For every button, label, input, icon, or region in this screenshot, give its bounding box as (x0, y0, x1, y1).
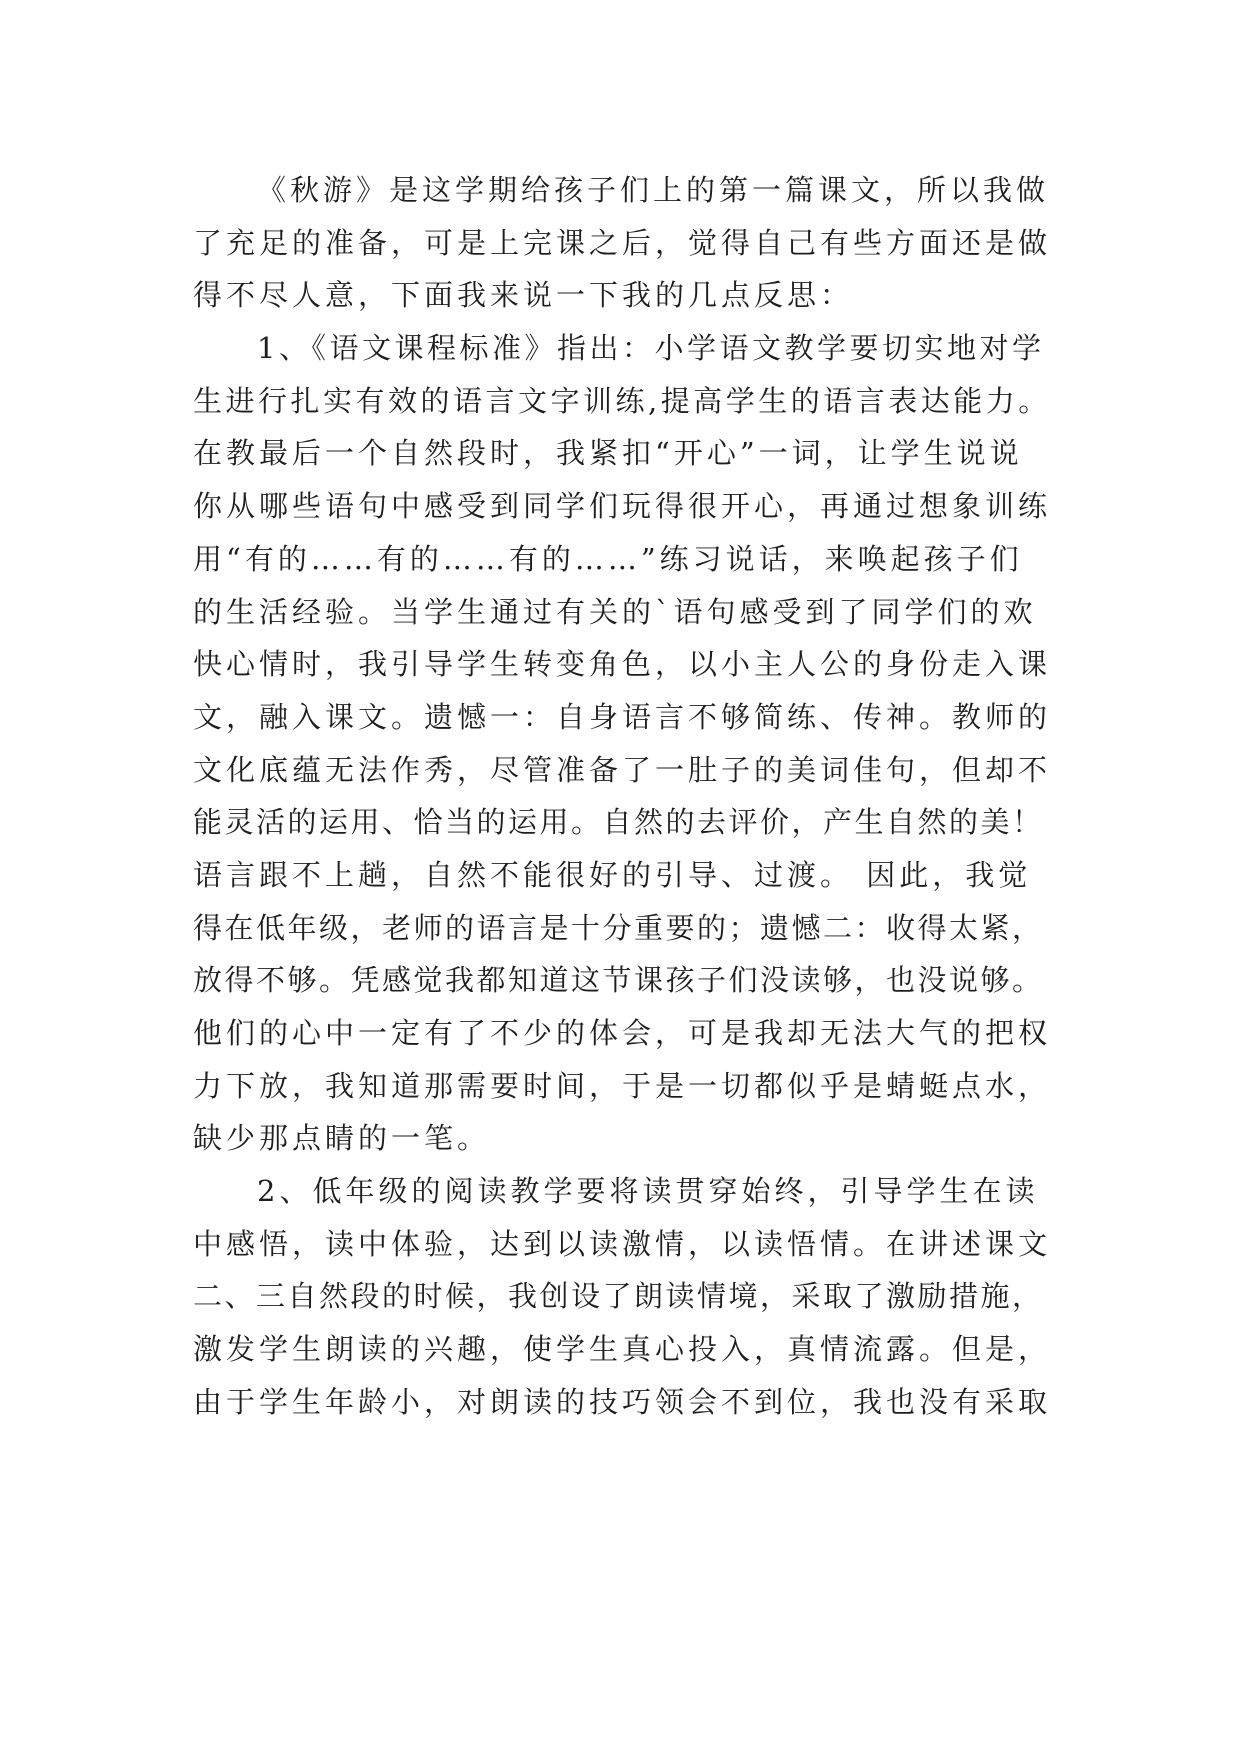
text-line: 放得不够。凭感觉我都知道这节课孩子们没读够，也没说够。 (193, 963, 1044, 998)
text-line: 用“有的……有的……有的……”练习说话，来唤起孩子们 (193, 541, 1023, 576)
text-line: 他们的心中一定有了不少的体会，可是我却无法大气的把权 (193, 1016, 1052, 1050)
text-line: 《秋游》是这学期给孩子们上的第一篇课文，所以我做 (257, 173, 1050, 207)
text-line: 中感悟，读中体验，达到以读激情，以读悟情。在讲述课文 (193, 1226, 1052, 1261)
text-line: 激发学生朗读的兴趣，使学生真心投入，真情流露。但是， (193, 1332, 1052, 1367)
document-body (193, 164, 1053, 1429)
text-line: 语言跟不上趟，自然不能很好的引导、过渡。 因此，我觉 (193, 857, 1032, 892)
text-line: 2、低年级的阅读教学要将读贯穿始终，引导学生在读 (257, 1174, 1039, 1209)
text-line: 文，融入课文。遗憾一：自身语言不够简练、传神。教师的 (193, 699, 1052, 734)
text-line: 得不尽人意，下面我来说一下我的几点反思： (193, 278, 854, 313)
text-line: 的生活经验。当学生通过有关的`语句感受到了同学们的欢 (193, 594, 1037, 629)
text-line: 在教最后一个自然段时，我紧扣“开心”一词，让学生说说 (193, 436, 1023, 471)
text-line: 了充足的准备，可是上完课之后，觉得自己有些方面还是做 (193, 225, 1052, 260)
text-line: 快心情时，我引导学生转变角色，以小主人公的身份走入课 (193, 647, 1052, 682)
text-line: 你从哪些语句中感受到同学们玩得很开心，再通过想象训练 (193, 489, 1052, 524)
text-line: 二、三自然段的时候，我创设了朗读情境，采取了激励措施， (193, 1279, 1044, 1314)
text-line: 得在低年级，老师的语言是十分重要的；遗憾二：收得太紧， (193, 910, 1044, 945)
text-line: 能灵活的运用、恰当的运用。自然的去评价，产生自然的美！ (193, 805, 1044, 840)
text-line: 1、《语文课程标准》指出：小学语文教学要切实地对学 (257, 331, 1045, 366)
text-line: 由于学生年龄小，对朗读的技巧领会不到位，我也没有采取 (193, 1384, 1052, 1419)
text-line: 文化底蕴无法作秀，尽管准备了一肚子的美词佳句，但却不 (193, 752, 1052, 787)
text-line: 力下放，我知道那需要时间，于是一切都似乎是蜻蜓点水， (193, 1068, 1052, 1103)
text-line: 缺少那点睛的一笔。 (193, 1121, 491, 1156)
text-line: 生进行扎实有效的语言文字训练,提高学生的语言表达能力。 (193, 383, 1051, 418)
